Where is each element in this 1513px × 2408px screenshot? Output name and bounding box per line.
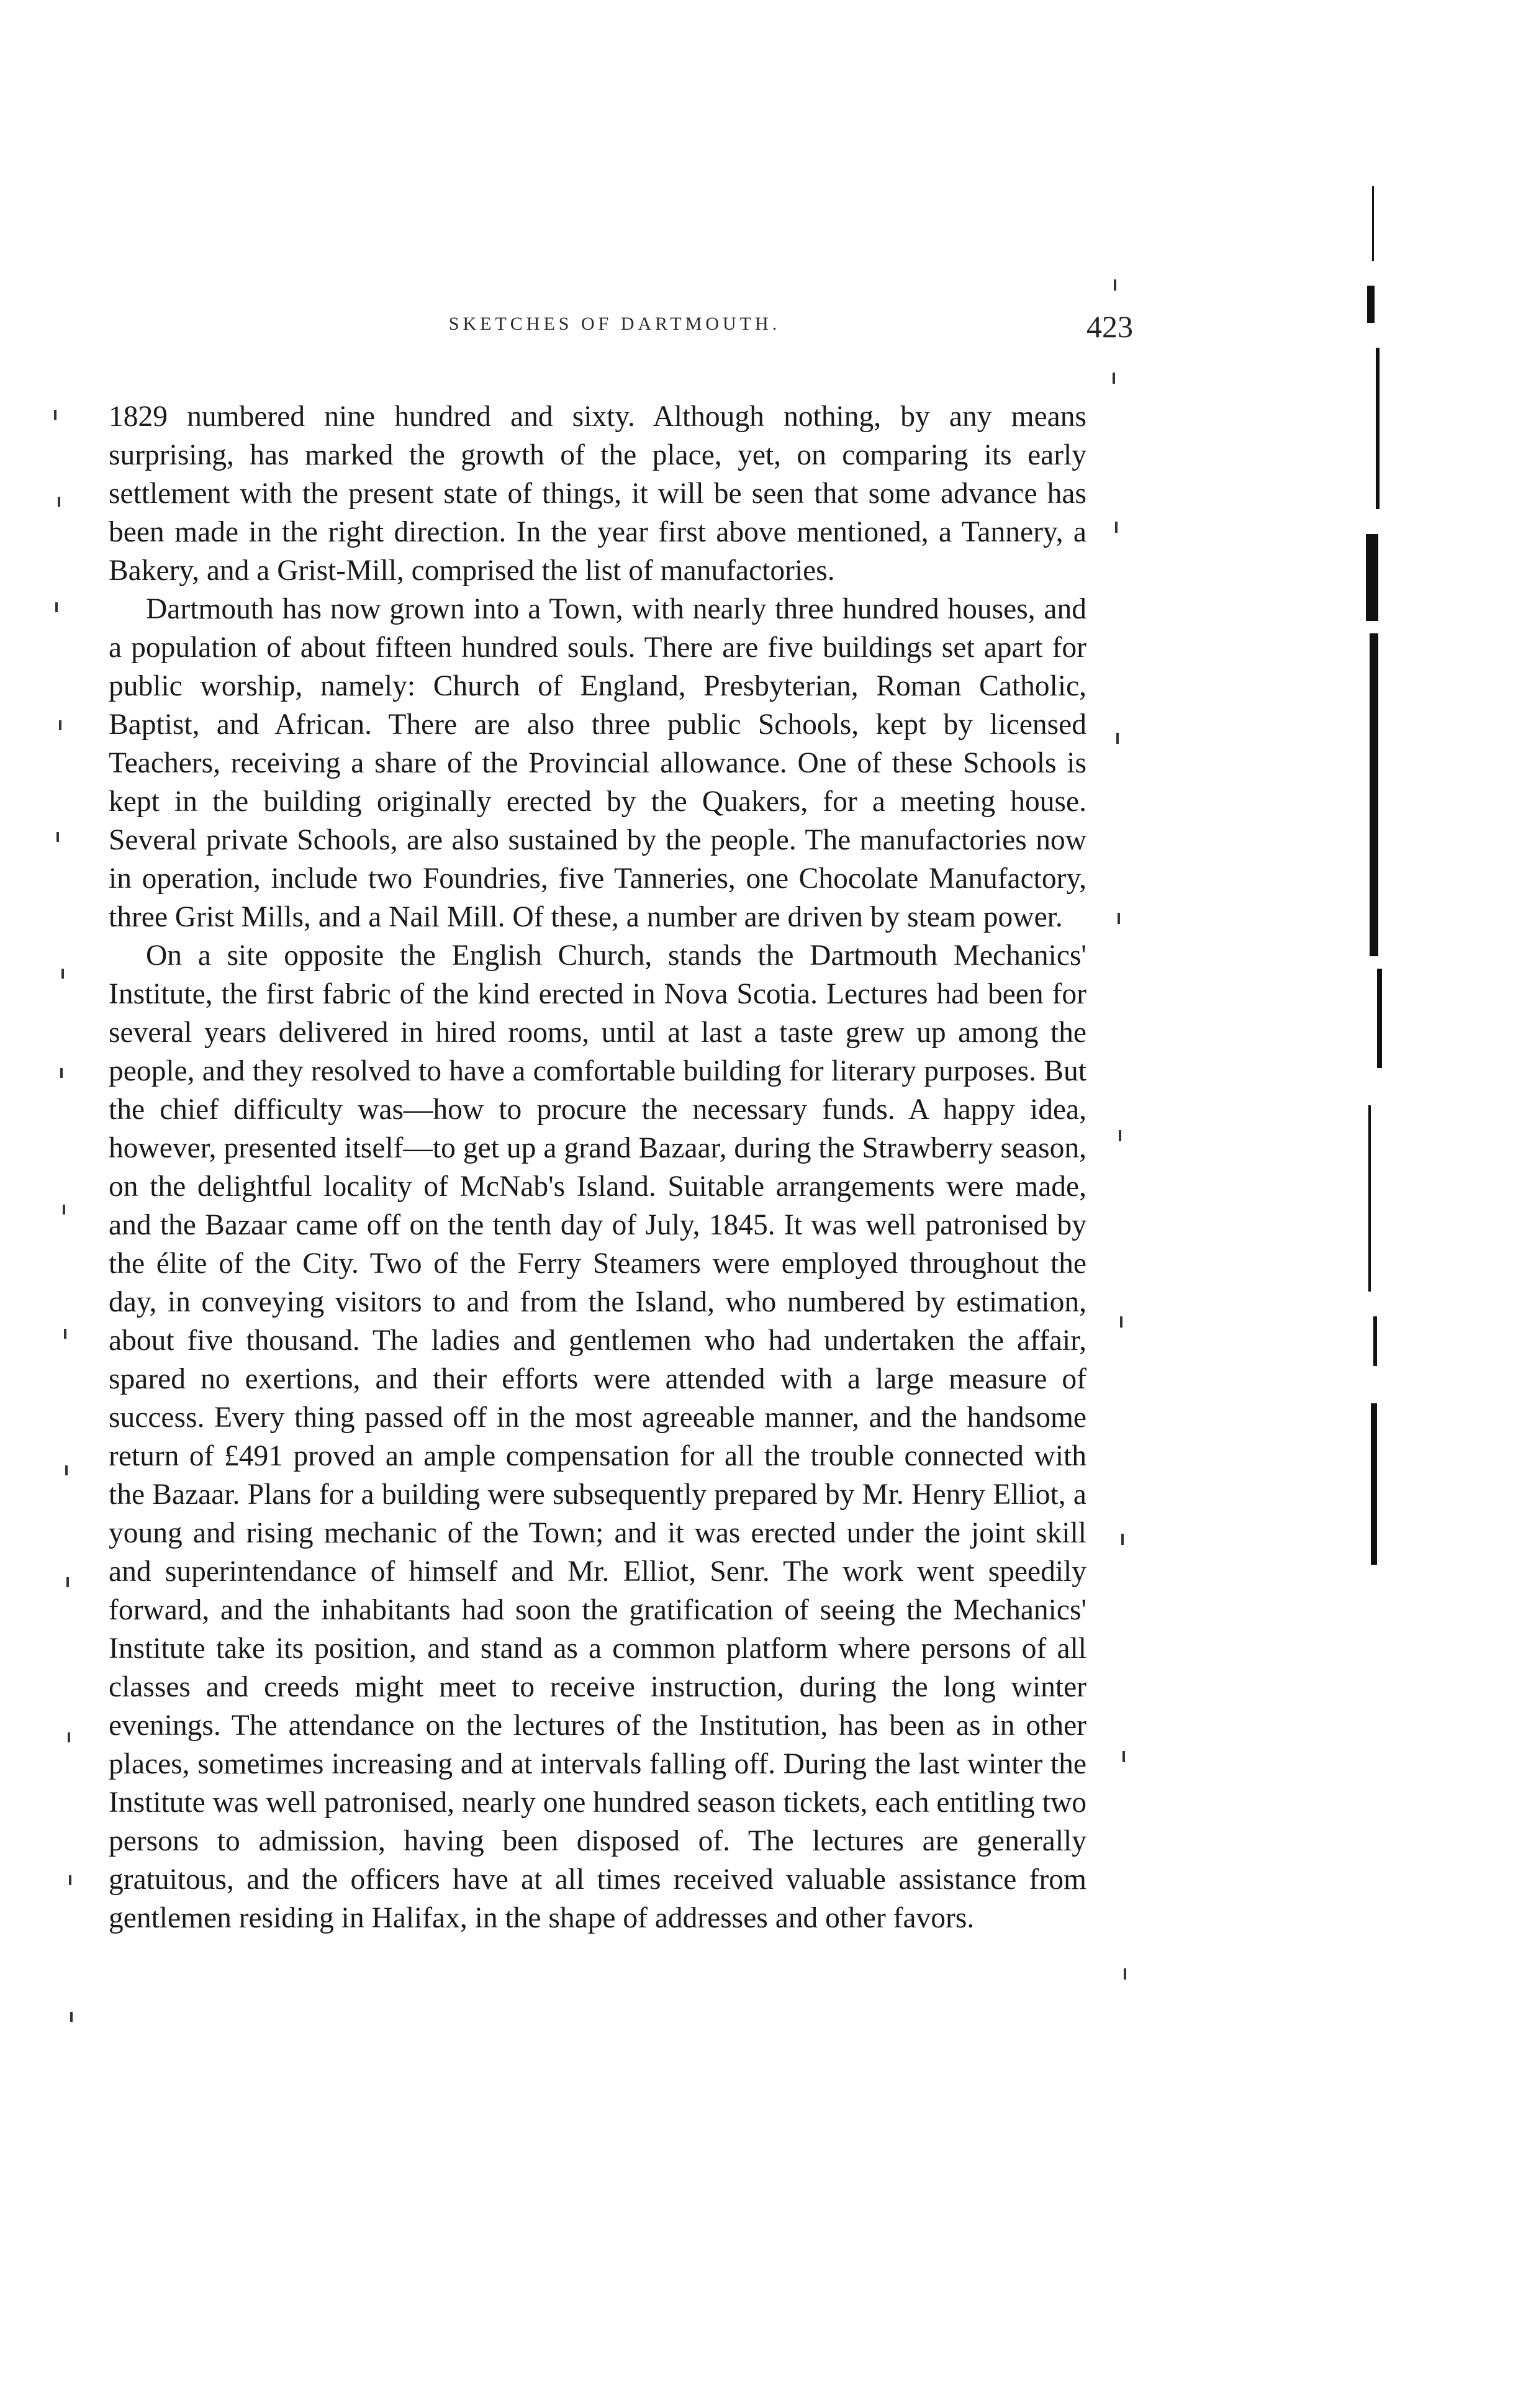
paragraph: On a site opposite the English Church, stands the Dartmouth Mechanics' Institute, the first fabric of the kind erected in Nova Scotia. Lectures had been for several years delivered in hired rooms, until at last a taste grew up among the people, and they resolved to have a comfortable building for literary purposes. But the chief difficulty was—how to procure the necessary funds. A happy idea, however, presented itself—to get up a grand Bazaar, during the Strawberry season, on the delightful locality of McNab's Island. Suitable arrangements were made, and the Bazaar came off on the tenth day of July, 1845. It was well patronised by the élite of the City. Two of the Ferry Steamers were employed throughout the day, in conveying visitors to and from the Island, who numbered by estimation, about five thousand. The ladies and gentlemen who had undertaken the affair, spared no exertions, and their efforts were attended with a large measure of success. Every thing passed off in the most agreeable manner, and the handsome return of £491 proved an ample compensation for all the trouble connected with the Bazaar. Plans for a building were subsequently prepared by Mr. Henry Elliot, a young and rising mechanic of the Town; and it was erected under the joint skill and superintendance of himself and Mr. Elliot, Senr. The work went speedily forward, and the inhabitants had soon the gratification of seeing the Mechanics' Institute take its position, and stand as a common platform where persons of all classes and creeds might meet to receive instruction, during the long winter evenings. The attendance on the lectures of the Institution, has been as in other places, sometimes increasing and at intervals falling off. During the last winter the Institute was well patronised, nearly one hundred season tickets, each entitling two persons to admission, having been disposed of. The lectures are generally gratuitous, and the officers have at all times received valuable assistance from gentlemen residing in Halifax, in the shape of addresses and other favors. bbox=[109, 939, 1086, 1934]
right-margin-scan-marks bbox=[1111, 261, 1130, 2062]
page-header bbox=[96, 309, 1133, 351]
paragraph: 1829 numbered nine hundred and sixty. Although nothing, by any means surprising, has marked the growth of the place, yet, on comparing its early settlement with the present state of things, it will be seen that some advance has been made in the right direction. In the year first above mentioned, a Tannery, a Bakery, and a Grist-Mill, comprised the list of manufactories. bbox=[109, 401, 1086, 587]
page-number: 423 bbox=[1086, 309, 1133, 344]
body-text bbox=[109, 397, 1086, 1937]
left-margin-scan-marks bbox=[53, 397, 78, 2086]
binding-edge-noise bbox=[1366, 186, 1391, 1677]
running-head: SKETCHES OF DARTMOUTH. bbox=[448, 314, 781, 334]
paragraph: Dartmouth has now grown into a Town, with nearly three hundred houses, and a population of about fifteen hundred souls. There are five buildings set apart for public worship, namely: Church of England, Presbyterian, Roman Catholic, Baptist, and African. There are also three public Schools, kept by licensed Teachers, receiving a share of the Provincial allowance. One of these Schools is kept in the building originally erected by the Quakers, for a meeting house. Several private Schools, are also sustained by the people. The manufactories now in operation, include two Foundries, five Tanneries, one Chocolate Manufactory, three Grist Mills, and a Nail Mill. Of these, a number are driven by steam power. bbox=[109, 593, 1086, 933]
